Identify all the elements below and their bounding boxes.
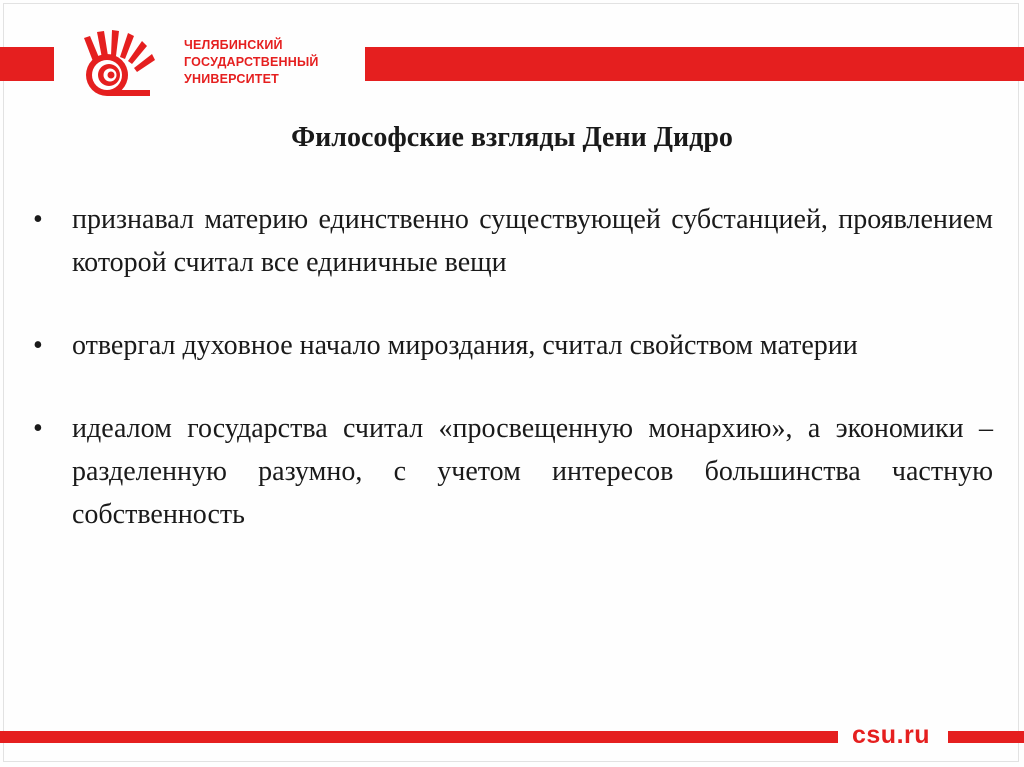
- footer-bar-left: [0, 731, 838, 743]
- bullet-item: [33, 198, 993, 284]
- bullet-marker: •: [33, 204, 43, 235]
- bullet-marker: •: [33, 330, 43, 361]
- bullet-marker: •: [33, 413, 43, 444]
- footer-bar-right: [948, 731, 1024, 743]
- bullet-item: [33, 324, 993, 367]
- slide-title: Философские взгляды Дени Дидро: [291, 122, 733, 153]
- university-name: [184, 37, 319, 88]
- university-name-line: ГОСУДАРСТВЕННЫЙ: [184, 55, 319, 69]
- bullet-text: идеалом государства считал «просвещенную монархию», а экономики – разделенную разумно, с учетом интересов большинства частную собственность: [72, 413, 993, 530]
- bullet-text: признавал материю единственно существующей субстанцией, проявлением которой считал все единичные вещи: [72, 204, 993, 278]
- bullet-text: отвергал духовное начало мироздания, считал свойством материи: [72, 330, 858, 361]
- header-bar-right: [365, 47, 1024, 81]
- bullet-list: [33, 198, 993, 576]
- university-name-line: УНИВЕРСИТЕТ: [184, 72, 279, 86]
- bullet-item: [33, 407, 993, 536]
- header-bar-left: [0, 47, 54, 81]
- site-link[interactable]: csu.ru: [852, 721, 931, 749]
- university-name-line: ЧЕЛЯБИНСКИЙ: [184, 38, 283, 52]
- csu-spiral-logo-icon: [80, 30, 176, 98]
